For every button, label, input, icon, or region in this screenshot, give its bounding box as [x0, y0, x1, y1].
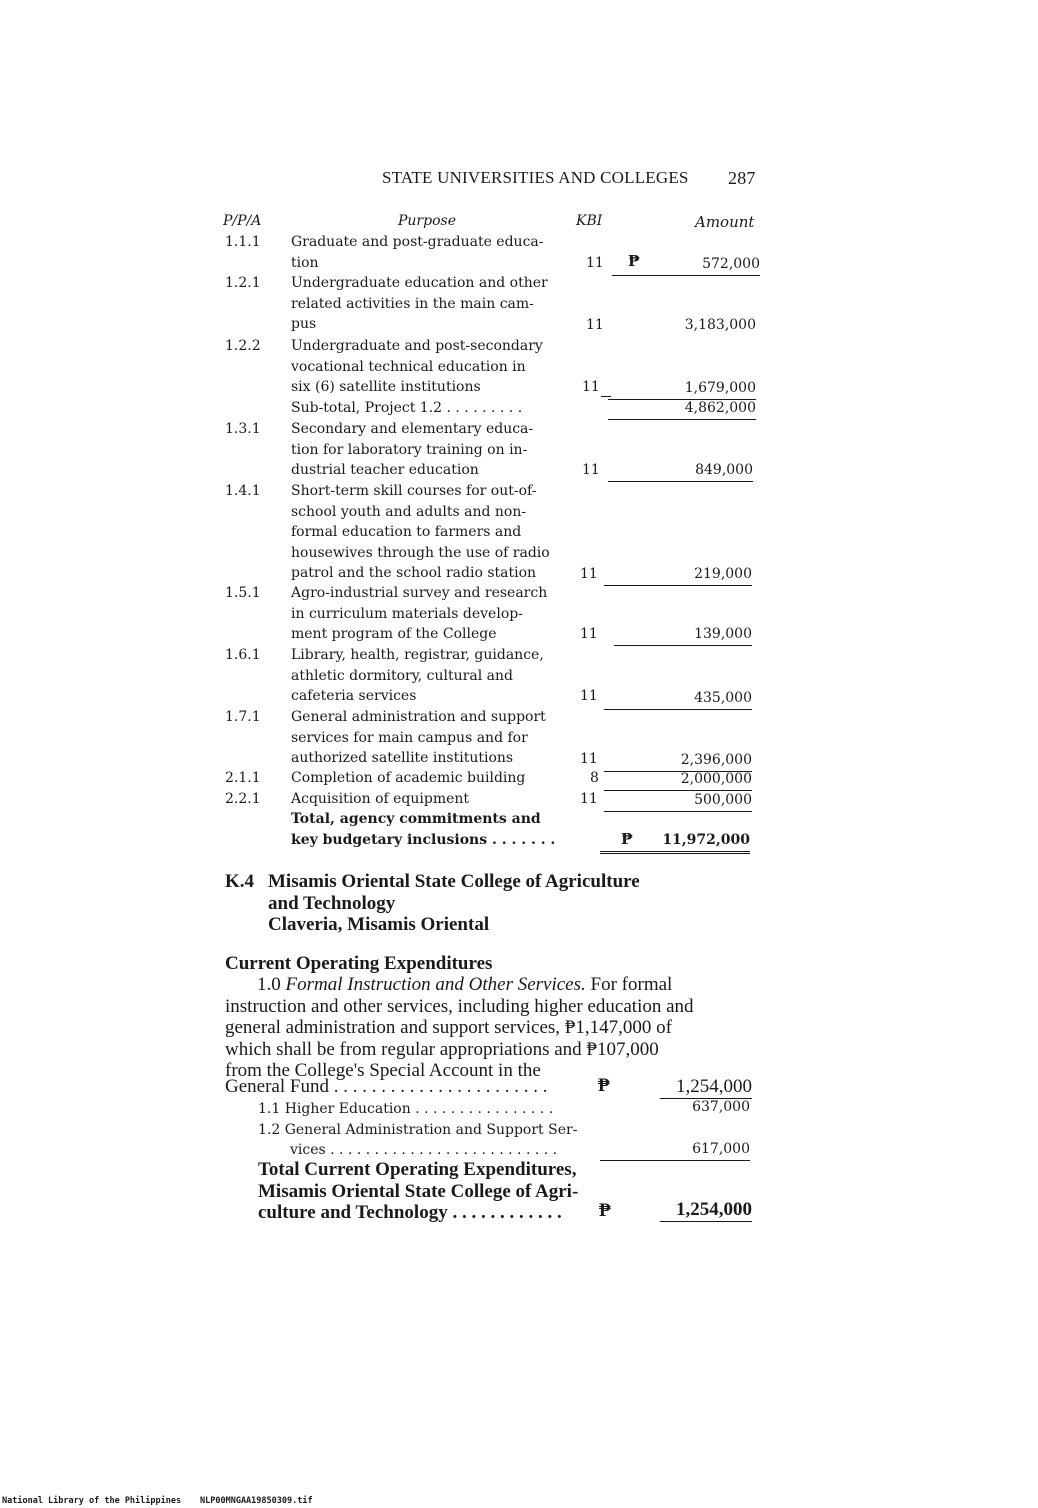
general-fund-label: General Fund . . . . . . . . . . . . . . . . . . . . . . .: [225, 1076, 548, 1097]
agency-total-amount: 11,972,000: [600, 830, 750, 854]
agency-code: K.4: [225, 871, 255, 892]
kbi-value: 11: [580, 566, 598, 582]
amount-value: 572,000: [612, 254, 760, 276]
kbi-value: 11: [580, 688, 598, 704]
purpose-text: Acquisition of equipment: [291, 791, 470, 807]
kbi-value: 11: [586, 255, 604, 271]
ppa-code: 1.7.1: [225, 709, 261, 725]
ppa-code: 1.1.1: [225, 234, 261, 250]
purpose-text: Short-term skill courses for out-of- school youth and adults and non- formal education to farmers and housewives through the use of radio patrol and the school radio station: [291, 483, 550, 582]
kbi-value: 11: [580, 751, 598, 767]
agency-total-label: Total, agency commitments and key budgetary inclusions . . . . . . .: [291, 811, 556, 848]
ppa-code: 1.5.1: [225, 585, 261, 601]
purpose-text: General administration and support services for main campus and for authorized satellite institutions: [291, 709, 546, 767]
purpose-text: Completion of academic building: [291, 770, 526, 786]
peso-sign: ₱: [598, 1075, 610, 1096]
ppa-code: 1.2.2: [225, 338, 261, 354]
kbi-value: 8: [590, 770, 599, 786]
peso-sign: ₱: [621, 830, 633, 848]
expenditures-paragraph: 1.0 Formal Instruction and Other Services. For formal instruction and other services, including higher education and general administration and support services, ₱1,147,000 of which shall be from regular appropriations and ₱107,000 from the College's Special Account in the: [225, 974, 694, 1081]
item-higher-education-amount: 637,000: [692, 1099, 750, 1115]
item-higher-education: 1.1 Higher Education . . . . . . . . . . . . . . . .: [258, 1101, 554, 1117]
subtotal-amount: 4,862,000: [608, 398, 756, 420]
kbi-value: 11: [582, 379, 600, 395]
ppa-code: 2.2.1: [225, 791, 261, 807]
ppa-code: 1.2.1: [225, 275, 261, 291]
footer-library: National Library of the Philippines: [2, 1496, 182, 1506]
footer-filename: NLP00MNGAA19850309.tif: [200, 1496, 313, 1506]
total-expenditures-amount: 1,254,000: [660, 1199, 752, 1222]
amount-value: 3,183,000: [684, 317, 756, 333]
item-general-admin: 1.2 General Administration and Support Ser-: [258, 1122, 578, 1138]
amount-value: 139,000: [614, 624, 752, 646]
amount-value: 849,000: [608, 460, 753, 482]
amount-value: 435,000: [604, 688, 752, 710]
purpose-text: Undergraduate education and other related activities in the main cam- pus: [291, 275, 548, 333]
col-kbi-heading: KBI: [576, 213, 603, 229]
purpose-text: Secondary and elementary educa- tion for laboratory training on in- dustrial teacher education: [291, 421, 534, 479]
item-general-admin-cont: vices . . . . . . . . . . . . . . . . . . . . . . . . . .: [290, 1142, 558, 1158]
running-header: STATE UNIVERSITIES AND COLLEGES: [382, 168, 689, 187]
kbi-value: 11: [580, 626, 598, 642]
peso-sign: ₱: [599, 1200, 611, 1221]
agency-name: Misamis Oriental State College of Agriculture and Technology Claveria, Misamis Oriental: [268, 871, 640, 935]
subtotal-label: Sub-total, Project 1.2 . . . . . . . . .: [291, 400, 523, 416]
amount-value: 219,000: [604, 564, 752, 586]
item-general-admin-amount: 617,000: [600, 1139, 750, 1161]
purpose-text: Graduate and post-graduate educa- tion: [291, 234, 544, 271]
ppa-code: 2.1.1: [225, 770, 261, 786]
amount-value: 2,000,000: [604, 769, 752, 791]
ppa-code: 1.6.1: [225, 647, 261, 663]
expenditures-heading: Current Operating Expenditures: [225, 953, 493, 974]
ppa-code: 1.3.1: [225, 421, 261, 437]
kbi-value: 11: [586, 317, 604, 333]
total-expenditures-label: Total Current Operating Expenditures, Misamis Oriental State College of Agri- culture and Technology . . . . . . . . . . . .: [258, 1159, 579, 1223]
amount-value: 500,000: [604, 790, 752, 812]
page-number: 287: [728, 168, 756, 188]
col-purpose-heading: Purpose: [398, 213, 456, 229]
kbi-value: 11: [580, 791, 598, 807]
kbi-value: 11: [582, 462, 600, 478]
amount-value: 1,679,000: [608, 378, 756, 400]
purpose-text: Library, health, registrar, guidance, athletic dormitory, cultural and cafeteria services: [291, 647, 544, 705]
purpose-text: Agro-industrial survey and research in curriculum materials develop- ment program of the College: [291, 585, 548, 643]
col-amount-heading: Amount: [695, 213, 755, 231]
general-fund-amount: 1,254,000: [660, 1076, 752, 1099]
amount-value: 2,396,000: [604, 750, 752, 772]
peso-sign: ₱: [628, 252, 640, 270]
col-ppa-heading: P/P/A: [223, 213, 262, 229]
purpose-text: Undergraduate and post-secondary vocational technical education in six (6) satellite institutions: [291, 338, 543, 396]
ppa-code: 1.4.1: [225, 483, 261, 499]
